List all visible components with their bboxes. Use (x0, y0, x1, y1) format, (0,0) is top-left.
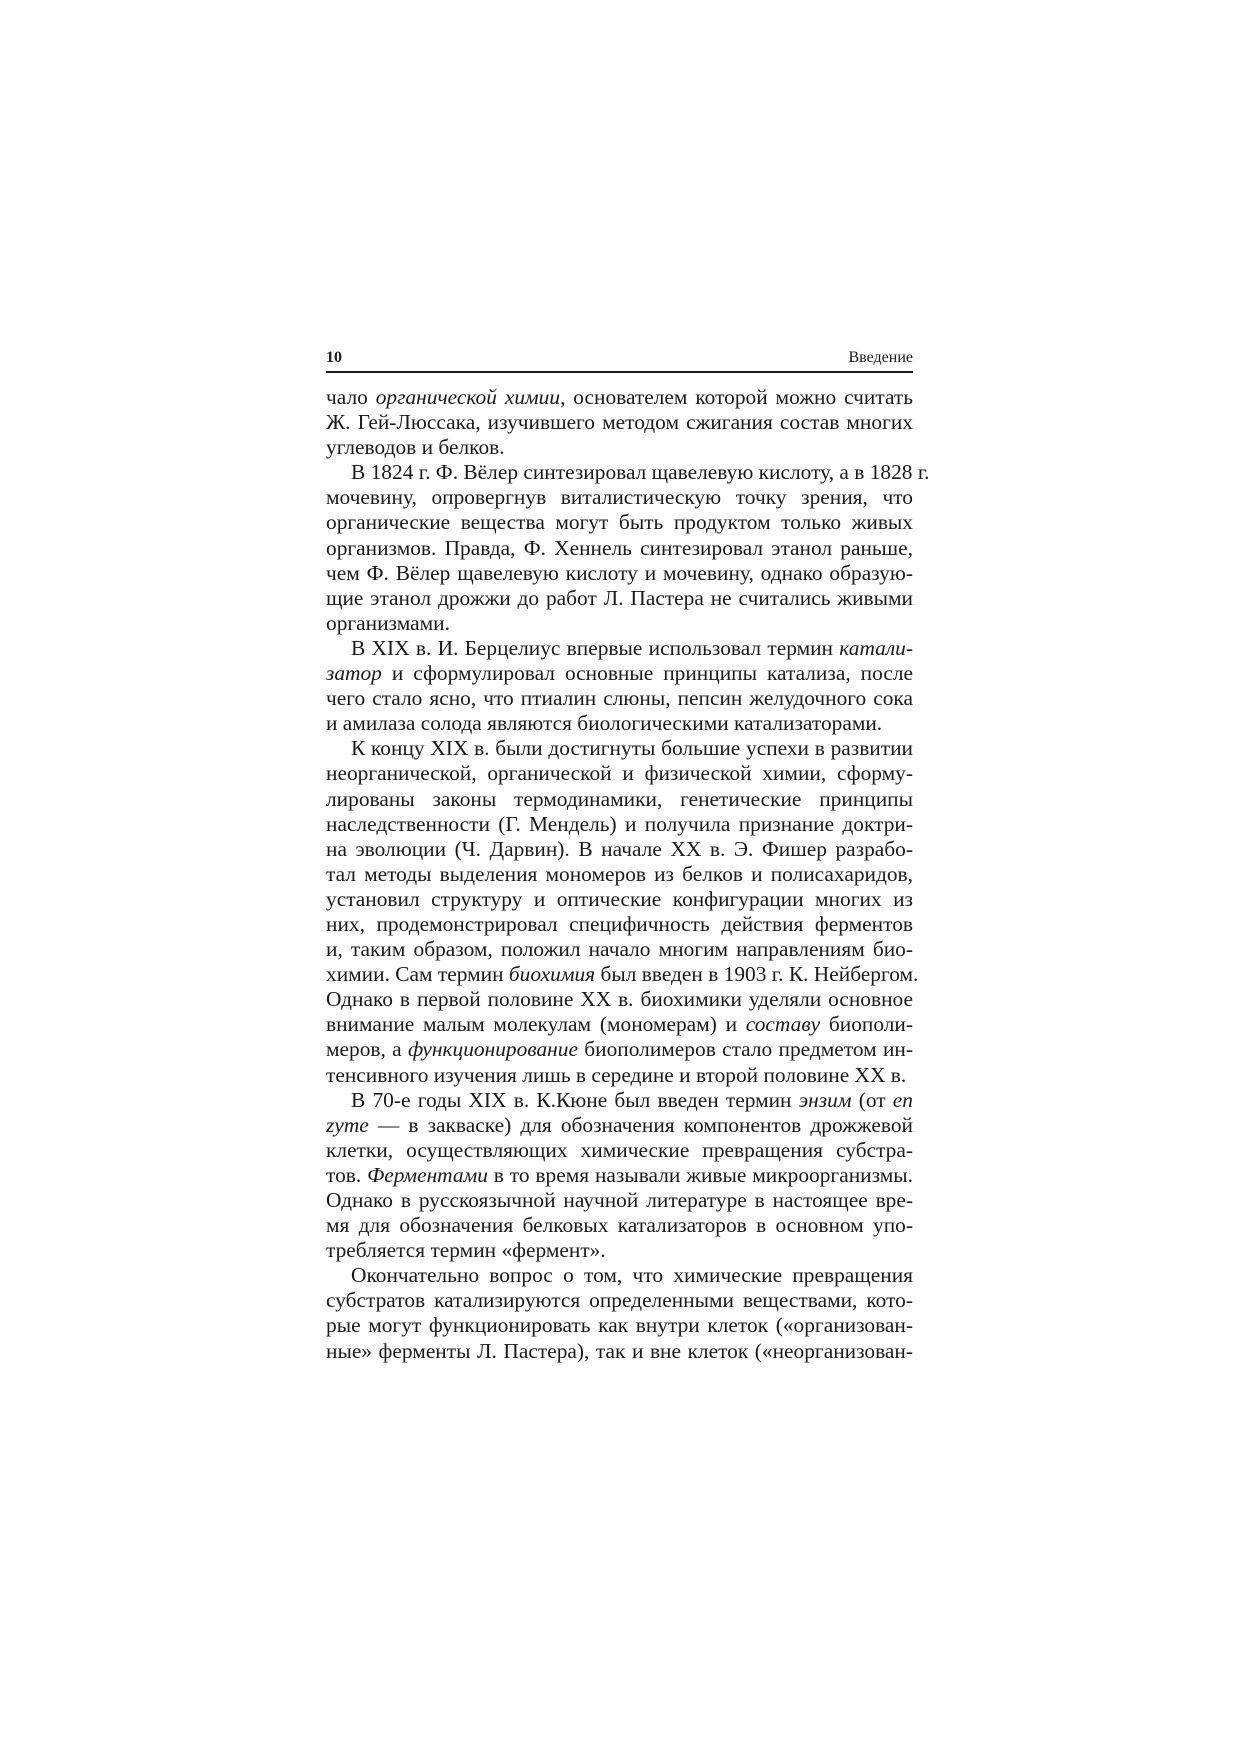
text-run: Однако в русскоязычной научной литературе в настоящее вре- (326, 1188, 913, 1212)
text-run: мя для обозначения белковых катализаторов в основном упо- (326, 1213, 913, 1238)
text-line (326, 1313, 913, 1338)
text-run: тал методы выделения мономеров из белков и полисахаридов, (326, 861, 913, 886)
text-line (326, 1088, 913, 1113)
text-run: (от (851, 1087, 893, 1112)
text-line (326, 862, 913, 887)
text-line (326, 460, 930, 485)
text-run: , основателем которой можно считать (560, 385, 913, 409)
text-run: в то время называли живые микроорганизмы. (487, 1162, 913, 1187)
text-run: клетки, осуществляющих химические превращения субстра- (326, 1137, 913, 1162)
text-run: — в закваске) для обозначения компонентов дрожжевой (368, 1112, 913, 1137)
text-line (326, 1238, 913, 1263)
italic-term: Ферментами (367, 1162, 488, 1187)
text-line (326, 987, 913, 1012)
text-line (326, 1188, 913, 1213)
text-line (326, 1263, 913, 1288)
text-line (326, 1037, 913, 1062)
text-line (326, 686, 913, 711)
text-line (326, 787, 913, 812)
text-run: меров, а (326, 1037, 408, 1062)
text-line (326, 435, 913, 460)
text-line (326, 761, 913, 786)
text-run: организмов. Правда, Ф. Хеннель синтезировал этанол раньше, (326, 535, 913, 560)
text-run: Окончательно вопрос о том, что химические превращения (351, 1263, 913, 1288)
text-run: К концу XIX в. были достигнуты большие успехи в развитии (351, 736, 913, 761)
text-line (326, 1113, 913, 1138)
text-run: организмами. (326, 610, 450, 635)
text-line (326, 485, 913, 510)
text-run: ные» ферменты Л. Пастера), так и вне клеток («неорганизован- (326, 1338, 913, 1363)
text-line (326, 586, 913, 611)
text-line (326, 1213, 913, 1238)
text-line (326, 385, 913, 410)
text-run: на эволюции (Ч. Дарвин). В начале XX в. Э. Фишер разрабо- (326, 836, 913, 861)
text-line (326, 1163, 913, 1188)
text-run: углеводов и белков. (326, 435, 505, 460)
text-line (326, 1288, 913, 1313)
text-run: и, таким образом, положил начало многим направлениям био- (326, 937, 913, 962)
paragraph (326, 460, 930, 636)
italic-term: затор (326, 661, 382, 686)
text-run: наследственности (Г. Мендель) и получила признание доктри- (326, 811, 913, 836)
italic-term: en (892, 1087, 913, 1112)
text-run: биополи- (820, 1012, 913, 1037)
text-line (326, 410, 913, 435)
paragraph (326, 736, 919, 1087)
text-run: В XIX в. И. Берцелиус впервые использовал термин (351, 635, 840, 660)
text-line (326, 1063, 913, 1088)
section-title: Введение (848, 349, 913, 366)
italic-term: катали- (839, 635, 913, 660)
italic-term: биохимия (508, 962, 596, 987)
text-line (326, 812, 913, 837)
text-run: В 70-е годы XIX в. К.Кюне был введен термин (351, 1087, 799, 1112)
italic-term: органической химии (375, 385, 561, 409)
text-line (326, 937, 913, 962)
italic-term: zyme (326, 1112, 369, 1137)
text-run: органические вещества могут быть продуктом только живых (326, 510, 913, 535)
italic-term: функционирование (407, 1037, 578, 1062)
text-line (326, 887, 913, 912)
text-run: чем Ф. Вёлер щавелевую кислоту и мочевину, однако образую- (326, 560, 913, 585)
text-line (326, 912, 913, 937)
body-text (326, 385, 930, 1364)
text-line (326, 837, 913, 862)
text-run: чало (326, 385, 376, 409)
text-run: тов. (326, 1162, 368, 1187)
text-run: требляется термин «фермент». (326, 1238, 606, 1263)
text-line (326, 1339, 913, 1364)
text-run: них, продемонстрировал специфичность действия ферментов (326, 911, 913, 936)
text-run: и амилаза солода являются биологическими катализаторами. (326, 711, 883, 736)
text-line (326, 962, 919, 987)
text-run: рые могут функционировать как внутри клеток («организован- (326, 1313, 913, 1338)
paragraph (326, 385, 913, 460)
text-line (326, 611, 913, 636)
text-line (326, 661, 913, 686)
text-line (326, 711, 913, 736)
text-run: был введен в 1903 г. К. Нейбергом. (595, 962, 919, 987)
text-line (326, 1012, 913, 1037)
book-page (326, 348, 930, 1364)
text-line (326, 636, 913, 661)
running-head (326, 348, 913, 373)
text-run: щие этанол дрожжи до работ Л. Пастера не считались живыми (326, 585, 913, 610)
text-run: химии. Сам термин (326, 962, 509, 987)
text-run: мочевину, опровергнув виталистическую точку зрения, что (326, 485, 913, 510)
text-run: неорганической, органической и физической химии, сформу- (326, 761, 913, 786)
text-run: тенсивного изучения лишь в середине и второй половине XX в. (326, 1062, 907, 1087)
text-run: лированы законы термодинамики, генетические принципы (326, 786, 913, 811)
paragraph (326, 1263, 913, 1363)
text-line (326, 536, 913, 561)
text-run: Однако в первой половине XX в. биохимики уделяли основное (326, 987, 913, 1012)
text-run: и сформулировал основные принципы катализа, после (381, 661, 913, 686)
text-run: чего стало ясно, что птиалин слюны, пепсин желудочного сока (326, 686, 913, 711)
text-run: Ж. Гей-Люссака, изучившего методом сжигания состав многих (326, 410, 913, 435)
text-line (326, 510, 913, 535)
paragraph (326, 636, 913, 736)
page-number: 10 (326, 349, 342, 366)
text-run: биополимеров стало предметом ин- (577, 1037, 913, 1062)
text-line (326, 1138, 913, 1163)
text-run: субстратов катализируются определенными веществами, кото- (326, 1288, 913, 1313)
italic-term: энзим (798, 1087, 852, 1112)
text-line (326, 561, 913, 586)
text-run: внимание малым молекулам (мономерам) и (326, 1012, 746, 1037)
text-run: установил структуру и оптические конфигурации многих из (326, 886, 913, 911)
text-line (326, 736, 913, 761)
paragraph (326, 1088, 913, 1264)
italic-term: составу (745, 1012, 821, 1037)
text-run: В 1824 г. Ф. Вёлер синтезировал щавелевую кислоту, а в 1828 г. (351, 460, 930, 485)
